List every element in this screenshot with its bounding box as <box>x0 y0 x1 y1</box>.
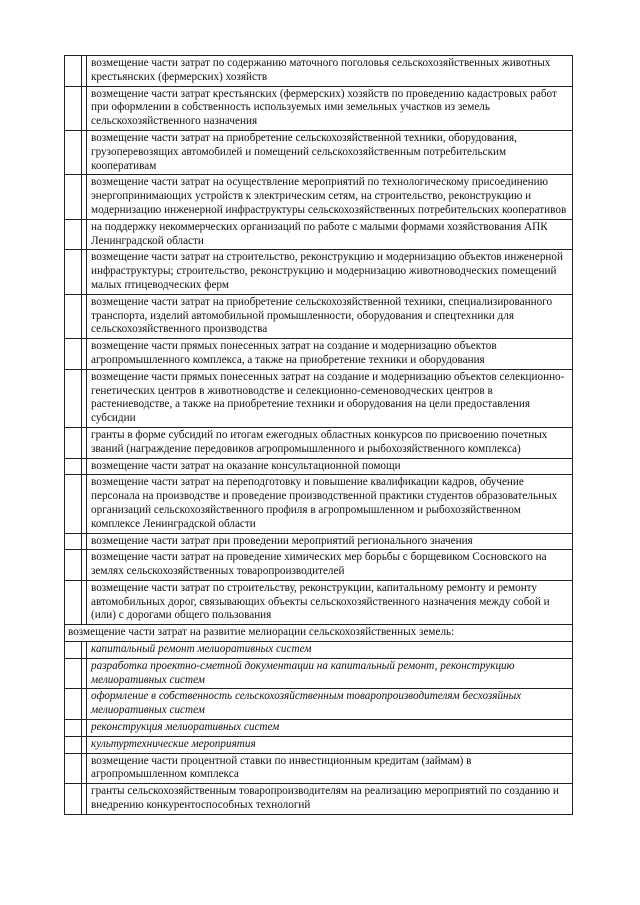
row-text-cell: гранты сельскохозяйственным товаропроизводителям на реализацию мероприятий по созданию и внедрению конкурентоспособных технологий <box>87 784 573 815</box>
row-number-cell <box>65 642 82 659</box>
row-text-cell: возмещение части затрат на приобретение сельскохозяйственной техники, специализированного транспорта, изделий автомобильной промышленности, оборудования и спецтехники для сельскохозяйственного производства <box>87 294 573 338</box>
row-number-cell <box>65 458 82 475</box>
table-row <box>65 736 573 753</box>
row-number-cell <box>65 736 82 753</box>
row-text-cell: возмещение части затрат на осуществление мероприятий по технологическому присоединению энергопринимающих устройств к электрическим сетям, на строительство, реконструкцию и модернизацию инженерной инфраструктуры сельскохозяйственных потребительских кооперативов <box>87 175 573 219</box>
table-row <box>65 369 573 427</box>
row-number-cell <box>65 175 82 219</box>
row-number-cell <box>65 784 82 815</box>
table-row <box>65 294 573 338</box>
row-number-cell <box>65 689 82 720</box>
row-text-cell: возмещение части затрат на проведение химических мер борьбы с борщевиком Сосновского на землях сельскохозяйственных товаропроизводителей <box>87 550 573 581</box>
row-text-cell: возмещение части затрат по содержанию маточного поголовья сельскохозяйственных животных крестьянских (фермерских) хозяйств <box>87 56 573 87</box>
row-number-cell <box>65 550 82 581</box>
table-row <box>65 658 573 689</box>
row-number-cell <box>65 369 82 427</box>
table-row <box>65 533 573 550</box>
table-row <box>65 689 573 720</box>
table-row <box>65 56 573 87</box>
row-text-cell: возмещение части затрат на приобретение сельскохозяйственной техники, оборудования, грузоперевозящих автомобилей и помещений сельскохозяйственным потребительским кооперативам <box>87 130 573 174</box>
row-number-cell <box>65 427 82 458</box>
table-row <box>65 550 573 581</box>
row-text-cell: разработка проектно-сметной документации на капитальный ремонт, реконструкцию мелиоративных систем <box>87 658 573 689</box>
row-text-cell: оформление в собственность сельскохозяйственным товаропроизводителям бесхозяйных мелиоративных систем <box>87 689 573 720</box>
table-row <box>65 427 573 458</box>
row-text-cell: капитальный ремонт мелиоративных систем <box>87 642 573 659</box>
table-row <box>65 753 573 784</box>
table-row <box>65 458 573 475</box>
table-row <box>65 86 573 130</box>
row-number-cell <box>65 720 82 737</box>
row-text-cell: возмещение части прямых понесенных затрат на создание и модернизацию объектов агропромышленного комплекса, а также на приобретение техники и оборудования <box>87 339 573 370</box>
row-number-cell <box>65 580 82 624</box>
row-number-cell <box>65 219 82 250</box>
row-number-cell <box>65 56 82 87</box>
row-text-cell: возмещение части затрат по строительству, реконструкции, капитальному ремонту и ремонту автомобильных дорог, связывающих объекты сельскохозяйственного назначения между собой и (или) с дорогами общего пользования <box>87 580 573 624</box>
row-text-cell: культуртехнические мероприятия <box>87 736 573 753</box>
row-text-cell: гранты в форме субсидий по итогам ежегодных областных конкурсов по присвоению почетных званий (награждение передовиков агропромышленного и рыбохозяйственного комплекса) <box>87 427 573 458</box>
table-row <box>65 784 573 815</box>
row-number-cell <box>65 250 82 294</box>
table-row <box>65 580 573 624</box>
row-number-cell <box>65 294 82 338</box>
row-number-cell <box>65 475 82 533</box>
row-number-cell <box>65 658 82 689</box>
table-row <box>65 475 573 533</box>
row-number-cell <box>65 533 82 550</box>
table-row <box>65 625 573 642</box>
row-text-cell: возмещение части затрат на оказание консультационной помощи <box>87 458 573 475</box>
row-text-cell: возмещение части затрат при проведении мероприятий регионального значения <box>87 533 573 550</box>
row-text-cell: возмещение части затрат на развитие мелиорации сельскохозяйственных земель: <box>65 625 573 642</box>
row-text-cell: на поддержку некоммерческих организаций по работе с малыми формами хозяйствования АПК Ленинградской области <box>87 219 573 250</box>
table-row <box>65 720 573 737</box>
measures-table-body <box>65 56 573 815</box>
table-row <box>65 339 573 370</box>
table-row <box>65 130 573 174</box>
row-text-cell: возмещение части затрат крестьянских (фермерских) хозяйств по проведению кадастровых работ при оформлении в собственность используемых ими земельных участков из земель сельскохозяйственного назначения <box>87 86 573 130</box>
row-text-cell: возмещение части затрат на переподготовку и повышение квалификации кадров, обучение персонала на производстве и проведение производственной практики студентов образовательных организаций сельскохозяйственного профиля в агропромышленном и рыбохозяйственном комплексе Ленинградской области <box>87 475 573 533</box>
row-number-cell <box>65 86 82 130</box>
table-row <box>65 250 573 294</box>
row-number-cell <box>65 753 82 784</box>
table-row <box>65 175 573 219</box>
row-number-cell <box>65 130 82 174</box>
table-row <box>65 219 573 250</box>
row-number-cell <box>65 339 82 370</box>
row-text-cell: возмещение части затрат на строительство, реконструкцию и модернизацию объектов инженерной инфраструктуры; строительство, реконструкцию и модернизацию животноводческих помещений малых птицеводческих ферм <box>87 250 573 294</box>
measures-table <box>64 55 573 815</box>
row-text-cell: реконструкция мелиоративных систем <box>87 720 573 737</box>
row-text-cell: возмещение части процентной ставки по инвестиционным кредитам (займам) в агропромышленном комплекса <box>87 753 573 784</box>
row-text-cell: возмещение части прямых понесенных затрат на создание и модернизацию объектов селекционно-генетических центров в животноводстве и селекционно-семеноводческих центров в растениеводстве, а также на приобретение техники и оборудования на цели предоставления субсидии <box>87 369 573 427</box>
table-row <box>65 642 573 659</box>
